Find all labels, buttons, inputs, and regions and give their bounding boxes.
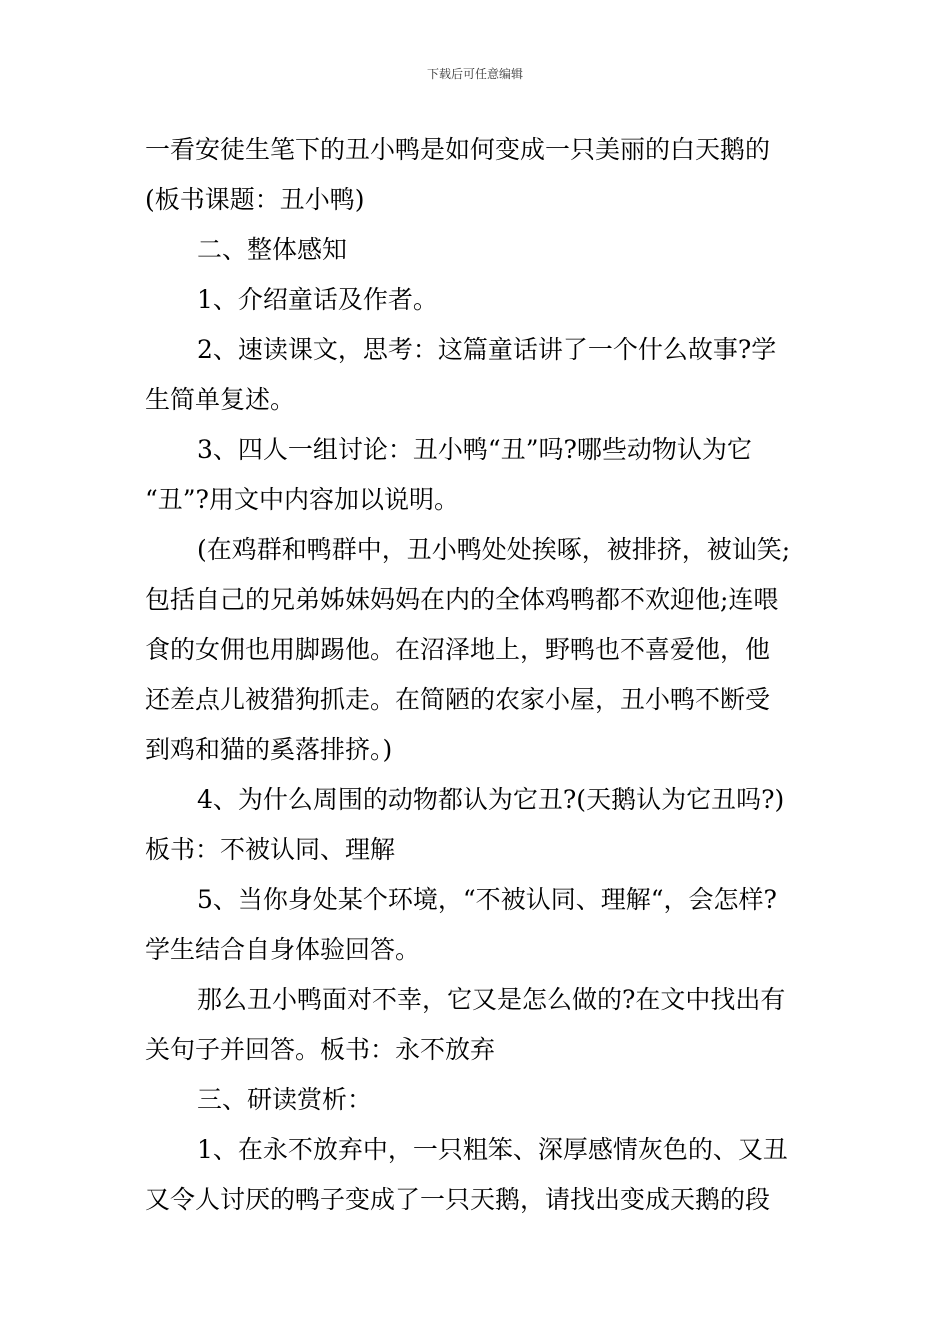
text-line: 学生结合自身体验回答。 (145, 935, 421, 964)
text-line: 1、介绍童话及作者。 (197, 285, 438, 314)
text-line: 4、为什么周围的动物都认为它丑?(天鹅认为它丑吗?) (197, 785, 785, 814)
text-line: 一看安徒生笔下的丑小鸭是如何变成一只美丽的白天鹅的 (145, 135, 771, 164)
document-body (145, 125, 810, 1225)
text-line: “丑”?用文中内容加以说明。 (145, 485, 459, 514)
section-heading: 二、整体感知 (197, 235, 348, 264)
text-line: 包括自己的兄弟姊妹妈妈在内的全体鸡鸭都不欢迎他;连喂 (145, 585, 779, 614)
text-line: 生简单复述。 (145, 385, 296, 414)
text-line: 关句子并回答。板书：永不放弃 (145, 1035, 496, 1064)
text-line: 还差点儿被猎狗抓走。在简陋的农家小屋，丑小鸭不断受 (145, 685, 771, 714)
text-line: (板书课题：丑小鸭) (145, 185, 365, 214)
text-line: 那么丑小鸭面对不幸，它又是怎么做的?在文中找出有 (197, 985, 786, 1014)
text-line: 2、速读课文，思考：这篇童话讲了一个什么故事?学 (197, 335, 777, 364)
text-line: 板书：不被认同、理解 (145, 835, 396, 864)
text-line: 食的女佣也用脚踢他。在沼泽地上，野鸭也不喜爱他，他 (145, 635, 771, 664)
text-line: 3、四人一组讨论：丑小鸭“丑”吗?哪些动物认为它 (197, 435, 752, 464)
text-line: 1、在永不放弃中，一只粗笨、深厚感情灰色的、又丑 (197, 1135, 788, 1164)
text-line: 到鸡和猫的奚落排挤。) (145, 735, 393, 764)
text-line: 又令人讨厌的鸭子变成了一只天鹅，请找出变成天鹅的段 (145, 1185, 771, 1214)
text-line: (在鸡群和鸭群中，丑小鸭处处挨啄，被排挤，被讪笑; (197, 535, 791, 564)
text-line: 5、当你身处某个环境，“不被认同、理解“，会怎样? (197, 885, 777, 914)
section-heading: 三、研读赏析： (197, 1085, 373, 1114)
page-header: 下载后可任意编辑 (426, 67, 523, 81)
